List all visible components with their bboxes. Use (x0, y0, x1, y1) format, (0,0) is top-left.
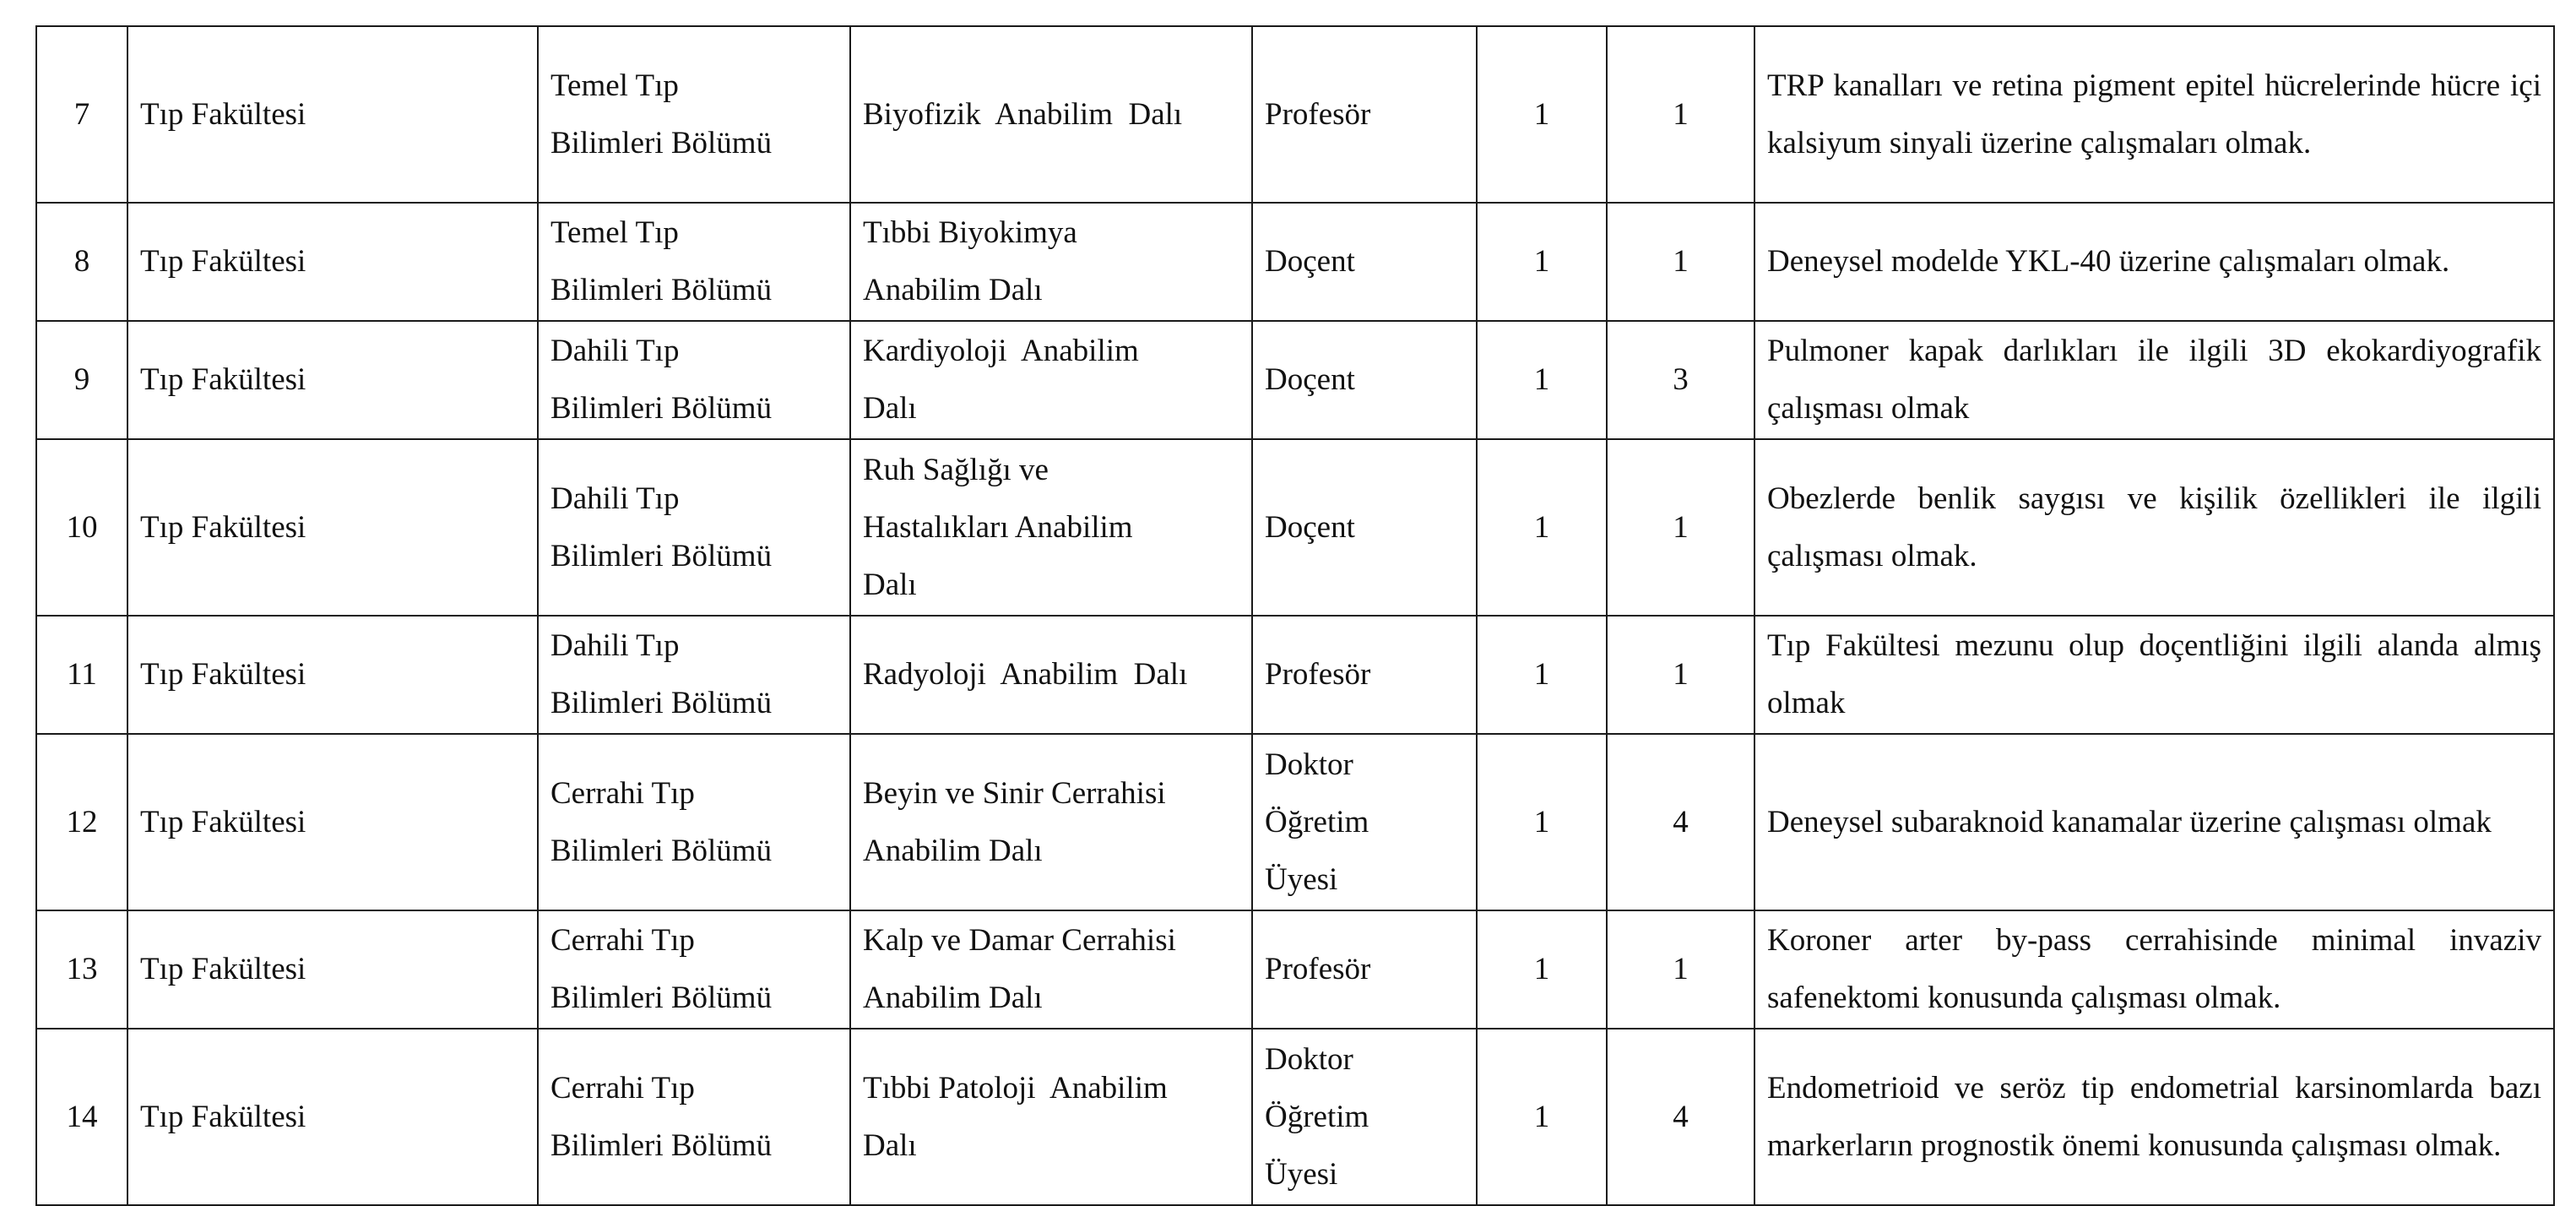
department-cell (538, 439, 850, 616)
department-cell (538, 203, 850, 321)
division-cell-line: Tıbbi Biyokimya (863, 215, 1077, 250)
title-cell-line: Doçent (1265, 509, 1355, 545)
degree-cell: 4 (1607, 1029, 1754, 1205)
degree-cell: 1 (1607, 439, 1754, 616)
faculty-cell: Tıp Fakültesi (127, 910, 538, 1029)
department-cell-line: Bilimleri Bölümü (550, 981, 773, 1015)
department-cell-line: Bilimleri Bölümü (550, 391, 773, 426)
division-cell (850, 616, 1252, 734)
division-cell-line: Dalı (863, 567, 917, 602)
requirements-cell: Endometrioid ve seröz tip endometrial karsinomlarda bazı markerların prognostik önemi konusunda çalışması olmak. (1754, 1029, 2554, 1205)
staff-position-table-container (35, 25, 2553, 1206)
title-cell-line: Üyesi (1265, 861, 1338, 897)
division-cell (850, 734, 1252, 910)
title-cell (1252, 203, 1477, 321)
degree-cell: 1 (1607, 616, 1754, 734)
title-cell-line: Doçent (1265, 244, 1355, 279)
division-cell-line: Kardiyoloji Anabilim (863, 334, 1139, 368)
degree-cell: 1 (1607, 910, 1754, 1029)
division-cell-line: Anabilim Dalı (863, 833, 1043, 868)
position-count-cell: 1 (1477, 439, 1607, 616)
division-cell-line: Anabilim Dalı (863, 273, 1043, 307)
department-cell-line: Bilimleri Bölümü (550, 125, 773, 160)
table-row (36, 1029, 2554, 1205)
position-count-cell: 1 (1477, 910, 1607, 1029)
row-number: 7 (36, 26, 127, 203)
row-number: 13 (36, 910, 127, 1029)
title-cell-line: Öğretim (1265, 804, 1369, 839)
title-cell (1252, 26, 1477, 203)
division-cell-line: Hastalıkları Anabilim (863, 509, 1133, 545)
faculty-cell: Tıp Fakültesi (127, 203, 538, 321)
requirements-cell: Deneysel modelde YKL-40 üzerine çalışmaları olmak. (1754, 203, 2554, 321)
requirements-cell: Koroner arter by-pass cerrahisinde minimal invaziv safenektomi konusunda çalışması olmak. (1754, 910, 2554, 1029)
department-cell-line: Temel Tıp (550, 68, 679, 103)
faculty-cell: Tıp Fakültesi (127, 1029, 538, 1205)
faculty-cell: Tıp Fakültesi (127, 439, 538, 616)
title-cell-line: Üyesi (1265, 1156, 1338, 1192)
department-cell-line: Cerrahi Tıp (550, 923, 695, 958)
division-cell (850, 910, 1252, 1029)
position-count-cell: 1 (1477, 321, 1607, 439)
requirements-cell: Deneysel subaraknoid kanamalar üzerine çalışması olmak (1754, 734, 2554, 910)
department-cell-line: Dahili Tıp (550, 334, 680, 368)
department-cell-line: Dahili Tıp (550, 481, 680, 516)
table-row (36, 321, 2554, 439)
division-cell-line: Radyoloji Anabilim Dalı (863, 657, 1188, 692)
table-body (36, 26, 2554, 1205)
title-cell (1252, 616, 1477, 734)
department-cell (538, 910, 850, 1029)
department-cell-line: Bilimleri Bölümü (550, 538, 773, 573)
title-cell-line: Profesör (1265, 657, 1371, 692)
position-count-cell: 1 (1477, 734, 1607, 910)
title-cell-line: Profesör (1265, 96, 1371, 132)
division-cell (850, 203, 1252, 321)
division-cell (850, 1029, 1252, 1205)
row-number: 10 (36, 439, 127, 616)
division-cell-line: Anabilim Dalı (863, 981, 1043, 1015)
department-cell (538, 1029, 850, 1205)
division-cell-line: Dalı (863, 391, 917, 426)
table-row (36, 910, 2554, 1029)
requirements-cell: Obezlerde benlik saygısı ve kişilik özellikleri ile ilgili çalışması olmak. (1754, 439, 2554, 616)
title-cell (1252, 321, 1477, 439)
table-row (36, 203, 2554, 321)
division-cell-line: Biyofizik Anabilim Dalı (863, 96, 1183, 132)
requirements-cell: Tıp Fakültesi mezunu olup doçentliğini ilgili alanda almış olmak (1754, 616, 2554, 734)
degree-cell: 4 (1607, 734, 1754, 910)
row-number: 14 (36, 1029, 127, 1205)
position-count-cell: 1 (1477, 203, 1607, 321)
row-number: 9 (36, 321, 127, 439)
department-cell (538, 734, 850, 910)
department-cell-line: Bilimleri Bölümü (550, 273, 773, 307)
requirements-cell: TRP kanalları ve retina pigment epitel hücrelerinde hücre içi kalsiyum sinyali üzerine çalışmaları olmak. (1754, 26, 2554, 203)
title-cell-line: Doktor (1265, 1041, 1353, 1077)
title-cell (1252, 439, 1477, 616)
faculty-cell: Tıp Fakültesi (127, 734, 538, 910)
department-cell-line: Bilimleri Bölümü (550, 833, 773, 868)
staff-position-table (35, 25, 2555, 1206)
division-cell (850, 26, 1252, 203)
table-row (36, 26, 2554, 203)
title-cell-line: Profesör (1265, 952, 1371, 986)
department-cell (538, 26, 850, 203)
division-cell (850, 321, 1252, 439)
table-row (36, 616, 2554, 734)
degree-cell: 1 (1607, 26, 1754, 203)
department-cell-line: Bilimleri Bölümü (550, 686, 773, 720)
faculty-cell: Tıp Fakültesi (127, 616, 538, 734)
department-cell (538, 616, 850, 734)
row-number: 11 (36, 616, 127, 734)
division-cell-line: Tıbbi Patoloji Anabilim (863, 1070, 1168, 1106)
title-cell (1252, 910, 1477, 1029)
position-count-cell: 1 (1477, 616, 1607, 734)
row-number: 12 (36, 734, 127, 910)
title-cell (1252, 734, 1477, 910)
row-number: 8 (36, 203, 127, 321)
department-cell-line: Temel Tıp (550, 215, 679, 250)
department-cell-line: Cerrahi Tıp (550, 1070, 695, 1106)
division-cell (850, 439, 1252, 616)
department-cell-line: Cerrahi Tıp (550, 775, 695, 811)
department-cell-line: Bilimleri Bölümü (550, 1127, 773, 1163)
faculty-cell: Tıp Fakültesi (127, 321, 538, 439)
title-cell-line: Doçent (1265, 362, 1355, 397)
degree-cell: 3 (1607, 321, 1754, 439)
table-row (36, 734, 2554, 910)
table-row (36, 439, 2554, 616)
department-cell-line: Dahili Tıp (550, 628, 680, 663)
division-cell-line: Dalı (863, 1127, 917, 1163)
division-cell-line: Ruh Sağlığı ve (863, 452, 1049, 487)
department-cell (538, 321, 850, 439)
title-cell-line: Doktor (1265, 747, 1353, 782)
division-cell-line: Kalp ve Damar Cerrahisi (863, 923, 1176, 958)
requirements-cell: Pulmoner kapak darlıkları ile ilgili 3D ekokardiyografik çalışması olmak (1754, 321, 2554, 439)
position-count-cell: 1 (1477, 26, 1607, 203)
faculty-cell: Tıp Fakültesi (127, 26, 538, 203)
title-cell-line: Öğretim (1265, 1099, 1369, 1134)
title-cell (1252, 1029, 1477, 1205)
division-cell-line: Beyin ve Sinir Cerrahisi (863, 775, 1166, 811)
position-count-cell: 1 (1477, 1029, 1607, 1205)
degree-cell: 1 (1607, 203, 1754, 321)
